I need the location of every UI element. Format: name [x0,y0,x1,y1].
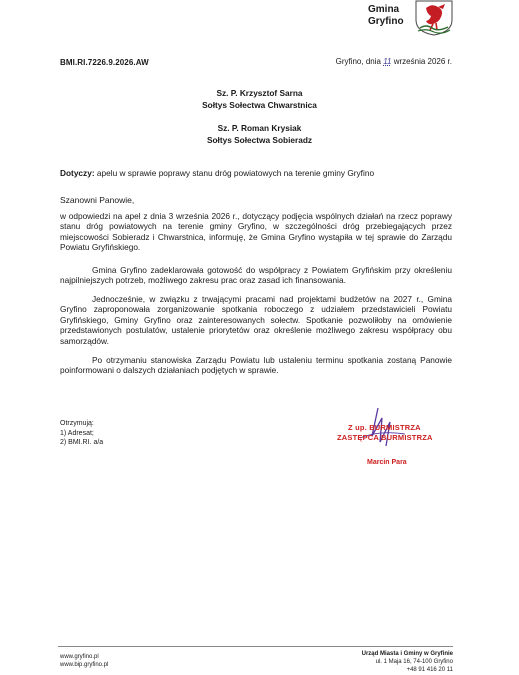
date-day: 11 [383,57,392,66]
body-paragraph-4: Po otrzymaniu stanowiska Zarządu Powiatu lub ustaleniu terminu spotkania zostaną Panowie poinformowani o dalszych działaniach podjętych w sprawie. [60,355,452,376]
recipient-item: 2) BMI.RI. a/a [60,439,104,446]
greeting: Szanowni Panowie, [60,195,135,205]
stamp-line-2: ZASTĘPCA BURMISTRZA [337,433,433,442]
subject-label: Dotyczy: [60,168,95,178]
recipients-label: Otrzymują: [60,420,94,427]
footer-website-link[interactable]: www.gryfino.pl [60,654,99,660]
body-paragraph-2: Gmina Gryfino zadeklarowała gotowość do współpracy z Powiatem Gryfińskim przy określeniu najpilniejszych potrzeb, możliwego zakresu prac oraz zasad ich finansowania. [60,265,452,286]
recipient-item: 1) Adresat; [60,429,94,437]
stamp-line-1: Z up. BURMISTRZA [348,423,421,432]
addressee-2-title: Sołtys Sołectwa Sobieradz [206,135,313,145]
body-paragraph-1: w odpowiedzi na apel z dnia 3 września 2026 r., dotyczący podjęcia wspólnych działań na rzecz poprawy stanu dróg powiatowych na terenie gminy Gryfino, w szczególności dróg przebiegających przez miejscowości Sobieradz i Chwarstnica, informuję, że Gmina Gryfino wystąpiła w tej sprawie do Zarządu Powiatu Gryfińskiego. [60,211,452,253]
footer-address [362,650,453,674]
org-name [368,4,404,28]
org-name-line1: Gmina [368,4,400,15]
subject-line [60,168,374,178]
footer-phone: +48 91 416 20 11 [406,667,453,673]
org-name-line2: Gryfino [368,16,404,27]
body-paragraph-3: Jednocześnie, w związku z trwającymi pracami nad projektami budżetów na 2027 r., Gmina Gryfino zaproponowała zorganizowanie spotkania roboczego z udziałem przedstawicieli Powiatu Gryfińskiego, Gminy Gryfino oraz zainteresowanych sołectw. Spotkanie pozwoliłoby na omówienie przedstawionych postulatów, ustalenie priorytetów oraz określenie możliwego zakresu współpracy obu samorządów. [60,294,452,346]
footer-office-name: Urząd Miasta i Gminy w Gryfinie [361,651,453,657]
addressee-1-title: Sołtys Sołectwa Chwarstnica [202,100,317,110]
reference-number: BMI.RI.7226.9.2026.AW [60,58,149,67]
addressee-1 [0,87,519,111]
footer-links [60,653,108,669]
signer-name: Marcin Para [367,459,407,466]
footer-bip-link[interactable]: www.bip.gryfino.pl [60,662,109,668]
griffin-crest-icon [414,0,454,36]
handwritten-signature [320,408,470,478]
addressee-1-name: Sz. P. Krzysztof Sarna [216,88,303,98]
footer-street: ul. 1 Maja 16, 74-100 Gryfino [375,659,453,665]
footer-divider [58,646,453,647]
addressee-2 [0,122,519,146]
date-month-year: września 2026 r. [393,57,452,66]
subject-text: apelu w sprawie poprawy stanu dróg powiatowych na terenie gminy Gryfino [96,168,375,178]
place-date [336,57,452,66]
addressee-2-name: Sz. P. Roman Krysiak [217,123,302,133]
place-prefix: Gryfino, dnia [335,57,381,66]
recipients-list [60,419,103,448]
